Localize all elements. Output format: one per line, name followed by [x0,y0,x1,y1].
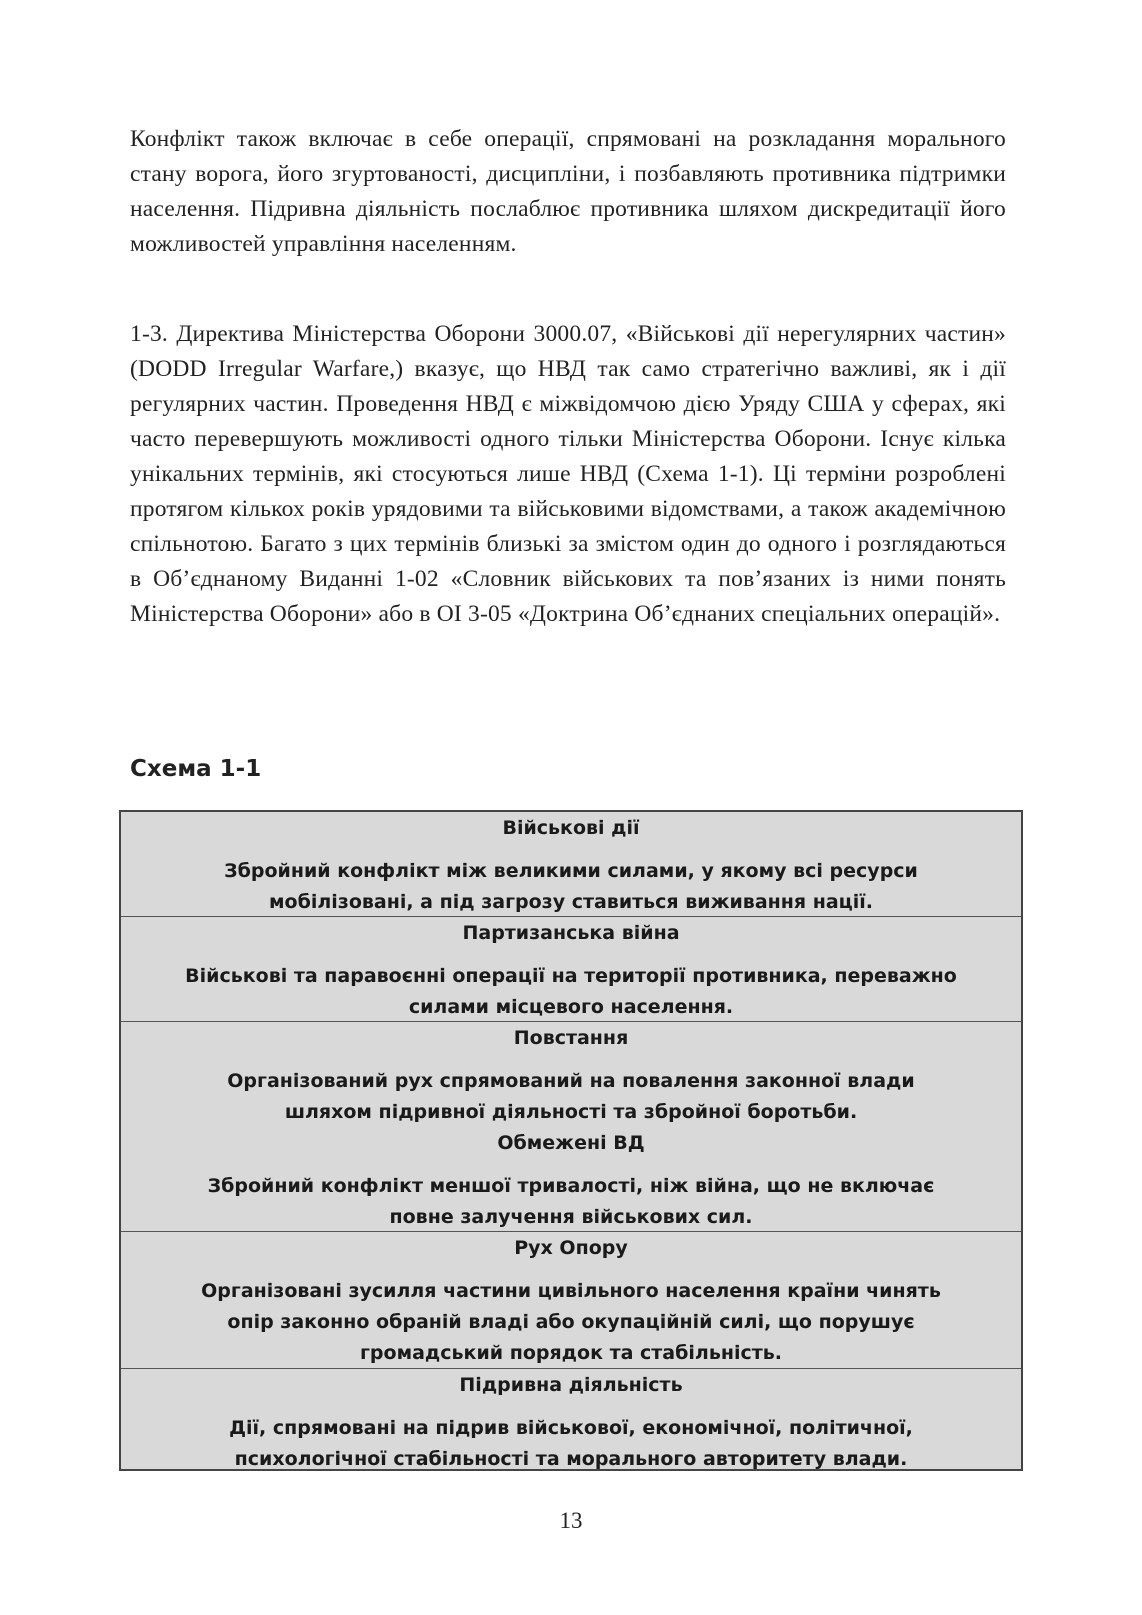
term-definition: Дії, спрямовані на підрив військової, економічної, політичної, психологічної стабільності та морального авторитету влади. [229,1417,913,1470]
term-name: Партизанська війна [462,922,680,944]
term-name: Військові дії [502,817,640,839]
term-block-resistance [121,1232,1021,1369]
term-block-limited-war [121,1127,1021,1232]
term-definition: Збройний конфлікт між великими силами, у якому всі ресурси мобілізовані, а під загрозу ставиться виживання нації. [224,860,918,913]
terms-table [119,810,1023,1471]
paragraph-conflict: Конфлікт також включає в себе операції, спрямовані на розкладання морального стану ворога, його згуртованості, дисципліни, і позбавляють противника підтримки населення. Підривна діяльність послаблює противника шляхом дискредитації його можливостей управління населенням. [130,126,1006,257]
term-block-insurgency [121,1022,1021,1127]
term-name: Повстання [513,1027,629,1049]
term-block-subversion [121,1369,1021,1473]
term-block-military-actions [121,812,1021,917]
term-definition: Організований рух спрямований на повалення законної влади шляхом підривної діяльності та збройної боротьби. [227,1070,915,1123]
term-definition: Збройний конфлікт меншої тривалості, ніж війна, що не включає повне залучення військових сил. [207,1175,935,1228]
term-name: Підривна діяльність [459,1374,683,1396]
term-definition: Військові та паравоєнні операції на території противника, переважно силами місцевого населення. [185,965,957,1018]
schema-title: Схема 1-1 [130,756,262,782]
term-definition: Організовані зусилля частини цивільного населення країни чинять опір законно обраній владі або окупаційній силі, що порушує громадський порядок та стабільність. [201,1280,941,1364]
page-number: 13 [559,1508,583,1533]
term-name: Рух Опору [514,1237,628,1259]
term-name: Обмежені ВД [497,1132,645,1154]
term-block-guerrilla-war [121,917,1021,1022]
paragraph-directive: 1-3. Директива Міністерства Оборони 3000.07, «Військові дії нерегулярних частин» (DODD Irregular Warfare,) вказує, що НВД так само стратегічно важливі, як і дії регулярних частин. Проведення НВД є міжвідомчою дією Уряду США у сферах, які часто перевершують можливості одного тільки Міністерства Оборони. Існує кілька унікальних термінів, які стосуються лише НВД (Схема 1-1). Ці терміни розроблені протягом кількох років урядовими та військовими відомствами, а також академічною спільнотою. Багато з цих термінів близькі за змістом один до одного і розглядаються в Об’єднаному Виданні 1-02 «Словник військових та пов’язаних із ними понять Міністерства Оборони» або в ОІ 3-05 «Доктрина Об’єднаних спеціальних операцій». [130,321,1006,627]
